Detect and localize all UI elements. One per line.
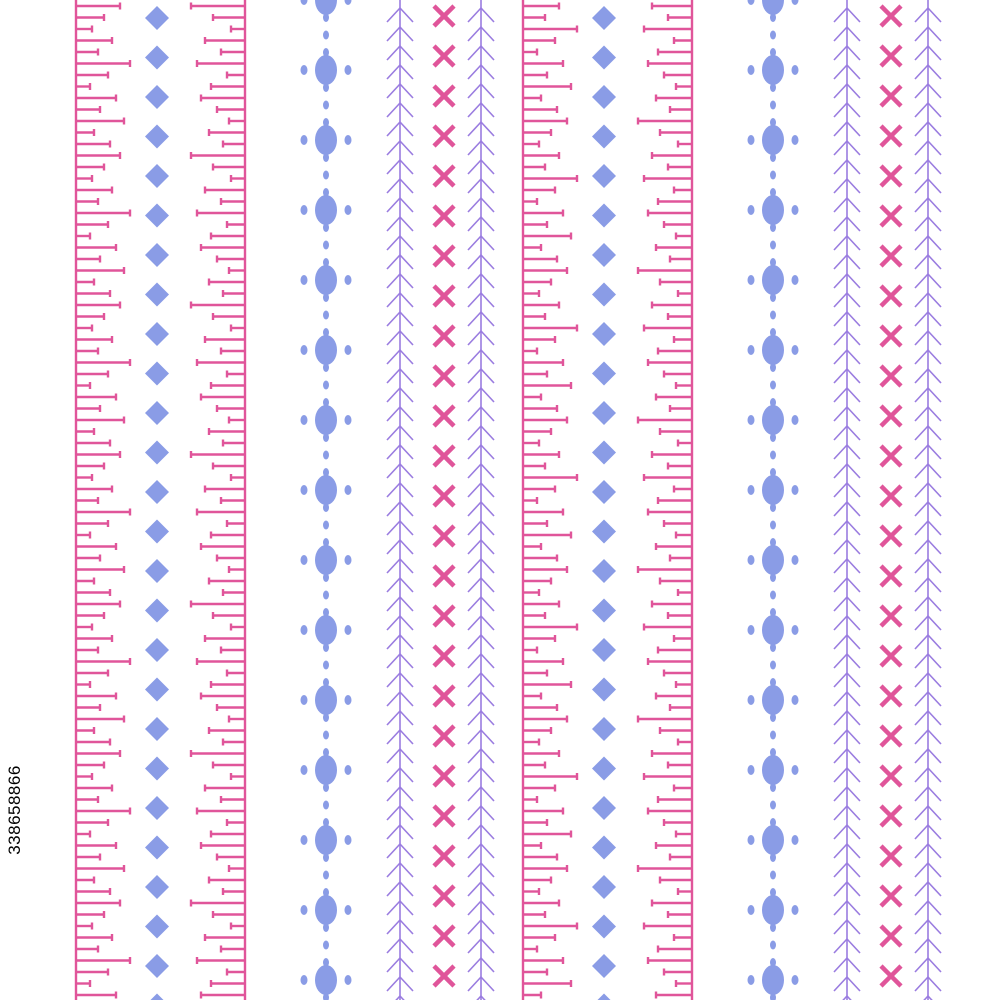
ladder-stripe-right (638, 0, 692, 1000)
center-dot (770, 451, 776, 460)
diamond (592, 915, 616, 939)
diamond (145, 204, 169, 228)
diamond (145, 599, 169, 623)
side-dot (345, 765, 352, 775)
side-dot (345, 625, 352, 635)
side-dot (345, 65, 352, 75)
center-dot (770, 223, 776, 232)
center-dot (323, 171, 329, 180)
center-dot (323, 223, 329, 232)
side-dot (301, 905, 308, 915)
side-dot (792, 765, 799, 775)
diamond-stripe (145, 6, 169, 1000)
diamond (592, 164, 616, 188)
center-dot (770, 941, 776, 950)
side-dot (792, 485, 799, 495)
ladder-stripe-right (191, 0, 245, 1000)
center-dot (323, 573, 329, 582)
side-dot (792, 275, 799, 285)
center-dot (323, 293, 329, 302)
diamond (145, 717, 169, 741)
side-dot (301, 135, 308, 145)
diamond (592, 954, 616, 978)
side-dot (345, 905, 352, 915)
diamond (145, 954, 169, 978)
stock-id-watermark (2, 660, 28, 960)
center-dot (770, 661, 776, 670)
side-dot (301, 345, 308, 355)
oval (315, 825, 337, 855)
diamond (145, 441, 169, 465)
side-dot (345, 835, 352, 845)
side-dot (792, 0, 799, 5)
diamond (592, 638, 616, 662)
diamond (145, 164, 169, 188)
oval (315, 55, 337, 85)
diamond (592, 125, 616, 149)
side-dot (345, 345, 352, 355)
diamond (145, 362, 169, 386)
side-dot (748, 835, 755, 845)
center-dot (770, 801, 776, 810)
oval (315, 195, 337, 225)
diamond (145, 994, 169, 1000)
center-dot (770, 311, 776, 320)
center-dot (770, 363, 776, 372)
oval-dot-stripe (748, 0, 799, 1000)
diamond (592, 441, 616, 465)
side-dot (748, 975, 755, 985)
center-dot (323, 643, 329, 652)
oval (762, 545, 784, 575)
oval (315, 125, 337, 155)
center-dot (323, 31, 329, 40)
side-dot (748, 205, 755, 215)
oval (315, 405, 337, 435)
side-dot (792, 345, 799, 355)
side-dot (792, 555, 799, 565)
oval (762, 405, 784, 435)
oval (762, 265, 784, 295)
oval (315, 685, 337, 715)
oval (762, 55, 784, 85)
side-dot (748, 625, 755, 635)
center-dot (770, 31, 776, 40)
side-dot (301, 275, 308, 285)
center-dot (770, 713, 776, 722)
diamond (145, 757, 169, 781)
side-dot (792, 905, 799, 915)
chevron-stripe-right (468, 0, 494, 1000)
diamond (145, 125, 169, 149)
side-dot (301, 695, 308, 705)
oval (762, 895, 784, 925)
side-dot (792, 65, 799, 75)
side-dot (345, 415, 352, 425)
diamond (592, 283, 616, 307)
side-dot (345, 135, 352, 145)
diamond-stripe (592, 6, 616, 1000)
side-dot (301, 0, 308, 5)
center-dot (323, 503, 329, 512)
diamond (145, 85, 169, 109)
center-dot (323, 83, 329, 92)
side-dot (345, 0, 352, 5)
side-dot (748, 415, 755, 425)
oval (762, 0, 784, 15)
side-dot (792, 625, 799, 635)
center-dot (770, 293, 776, 302)
center-dot (770, 503, 776, 512)
oval (762, 755, 784, 785)
side-dot (748, 905, 755, 915)
diamond (145, 915, 169, 939)
side-dot (345, 975, 352, 985)
center-dot (770, 433, 776, 442)
side-dot (748, 275, 755, 285)
center-dot (770, 171, 776, 180)
center-dot (323, 13, 329, 22)
center-dot (323, 591, 329, 600)
side-dot (301, 555, 308, 565)
diamond (592, 520, 616, 544)
oval (315, 545, 337, 575)
diamond (145, 283, 169, 307)
cross-stripe (881, 6, 901, 986)
center-dot (770, 13, 776, 22)
side-dot (345, 275, 352, 285)
oval (762, 195, 784, 225)
side-dot (748, 345, 755, 355)
diamond (592, 994, 616, 1000)
chevron-stripe-right (915, 0, 941, 1000)
ladder-stripe-left (523, 0, 577, 1000)
diamond (145, 796, 169, 820)
center-dot (323, 241, 329, 250)
side-dot (345, 555, 352, 565)
oval (315, 615, 337, 645)
diamond (592, 559, 616, 583)
center-dot (770, 783, 776, 792)
ladder-stripe-left (76, 0, 130, 1000)
center-dot (323, 923, 329, 932)
side-dot (748, 765, 755, 775)
center-dot (770, 731, 776, 740)
diamond (592, 480, 616, 504)
side-dot (301, 625, 308, 635)
diamond (592, 243, 616, 267)
side-dot (792, 835, 799, 845)
diamond (592, 875, 616, 899)
diamond (592, 678, 616, 702)
chevron-stripe-left (834, 0, 860, 1000)
center-dot (323, 153, 329, 162)
center-dot (323, 713, 329, 722)
side-dot (792, 975, 799, 985)
center-dot (770, 521, 776, 530)
side-dot (748, 0, 755, 5)
center-dot (770, 871, 776, 880)
center-dot (770, 381, 776, 390)
diamond (592, 717, 616, 741)
oval (315, 335, 337, 365)
side-dot (792, 205, 799, 215)
center-dot (770, 643, 776, 652)
center-dot (323, 941, 329, 950)
diamond (592, 836, 616, 860)
oval (315, 475, 337, 505)
side-dot (792, 135, 799, 145)
side-dot (748, 485, 755, 495)
side-dot (301, 835, 308, 845)
diamond (145, 401, 169, 425)
center-dot (770, 241, 776, 250)
center-dot (770, 83, 776, 92)
oval (762, 125, 784, 155)
side-dot (345, 485, 352, 495)
diamond (145, 520, 169, 544)
diamond (592, 322, 616, 346)
side-dot (301, 65, 308, 75)
oval-dot-stripe (301, 0, 352, 1000)
chevron-stripe-left (387, 0, 413, 1000)
diamond (592, 85, 616, 109)
cross-stripe (434, 6, 454, 986)
oval (762, 615, 784, 645)
center-dot (770, 101, 776, 110)
stock-id-text: 338658866 (5, 765, 24, 855)
center-dot (323, 433, 329, 442)
oval (315, 265, 337, 295)
side-dot (345, 695, 352, 705)
oval (762, 685, 784, 715)
center-dot (323, 363, 329, 372)
oval (762, 335, 784, 365)
side-dot (748, 65, 755, 75)
diamond (145, 836, 169, 860)
center-dot (323, 381, 329, 390)
side-dot (792, 415, 799, 425)
diamond (145, 480, 169, 504)
diamond (145, 243, 169, 267)
center-dot (770, 591, 776, 600)
center-dot (323, 661, 329, 670)
diamond (145, 559, 169, 583)
center-dot (770, 853, 776, 862)
side-dot (748, 695, 755, 705)
center-dot (323, 783, 329, 792)
oval (762, 475, 784, 505)
diamond (592, 599, 616, 623)
center-dot (323, 311, 329, 320)
oval (315, 965, 337, 995)
diamond (592, 46, 616, 70)
diamond (592, 204, 616, 228)
side-dot (301, 205, 308, 215)
center-dot (323, 801, 329, 810)
diamond (592, 362, 616, 386)
diamond (592, 796, 616, 820)
diamond (145, 6, 169, 30)
center-dot (770, 923, 776, 932)
oval (762, 825, 784, 855)
side-dot (792, 695, 799, 705)
center-dot (323, 853, 329, 862)
side-dot (748, 555, 755, 565)
side-dot (301, 485, 308, 495)
diamond (145, 875, 169, 899)
oval (315, 0, 337, 15)
diamond (592, 6, 616, 30)
center-dot (323, 101, 329, 110)
side-dot (345, 205, 352, 215)
side-dot (748, 135, 755, 145)
diamond (145, 322, 169, 346)
center-dot (323, 521, 329, 530)
side-dot (301, 975, 308, 985)
center-dot (323, 871, 329, 880)
center-dot (323, 451, 329, 460)
diamond (145, 678, 169, 702)
diamond (145, 46, 169, 70)
center-dot (770, 573, 776, 582)
diamond (592, 401, 616, 425)
side-dot (301, 765, 308, 775)
diamond (145, 638, 169, 662)
center-dot (323, 731, 329, 740)
oval (762, 965, 784, 995)
side-dot (301, 415, 308, 425)
diamond (592, 757, 616, 781)
oval (315, 755, 337, 785)
center-dot (770, 153, 776, 162)
oval (315, 895, 337, 925)
